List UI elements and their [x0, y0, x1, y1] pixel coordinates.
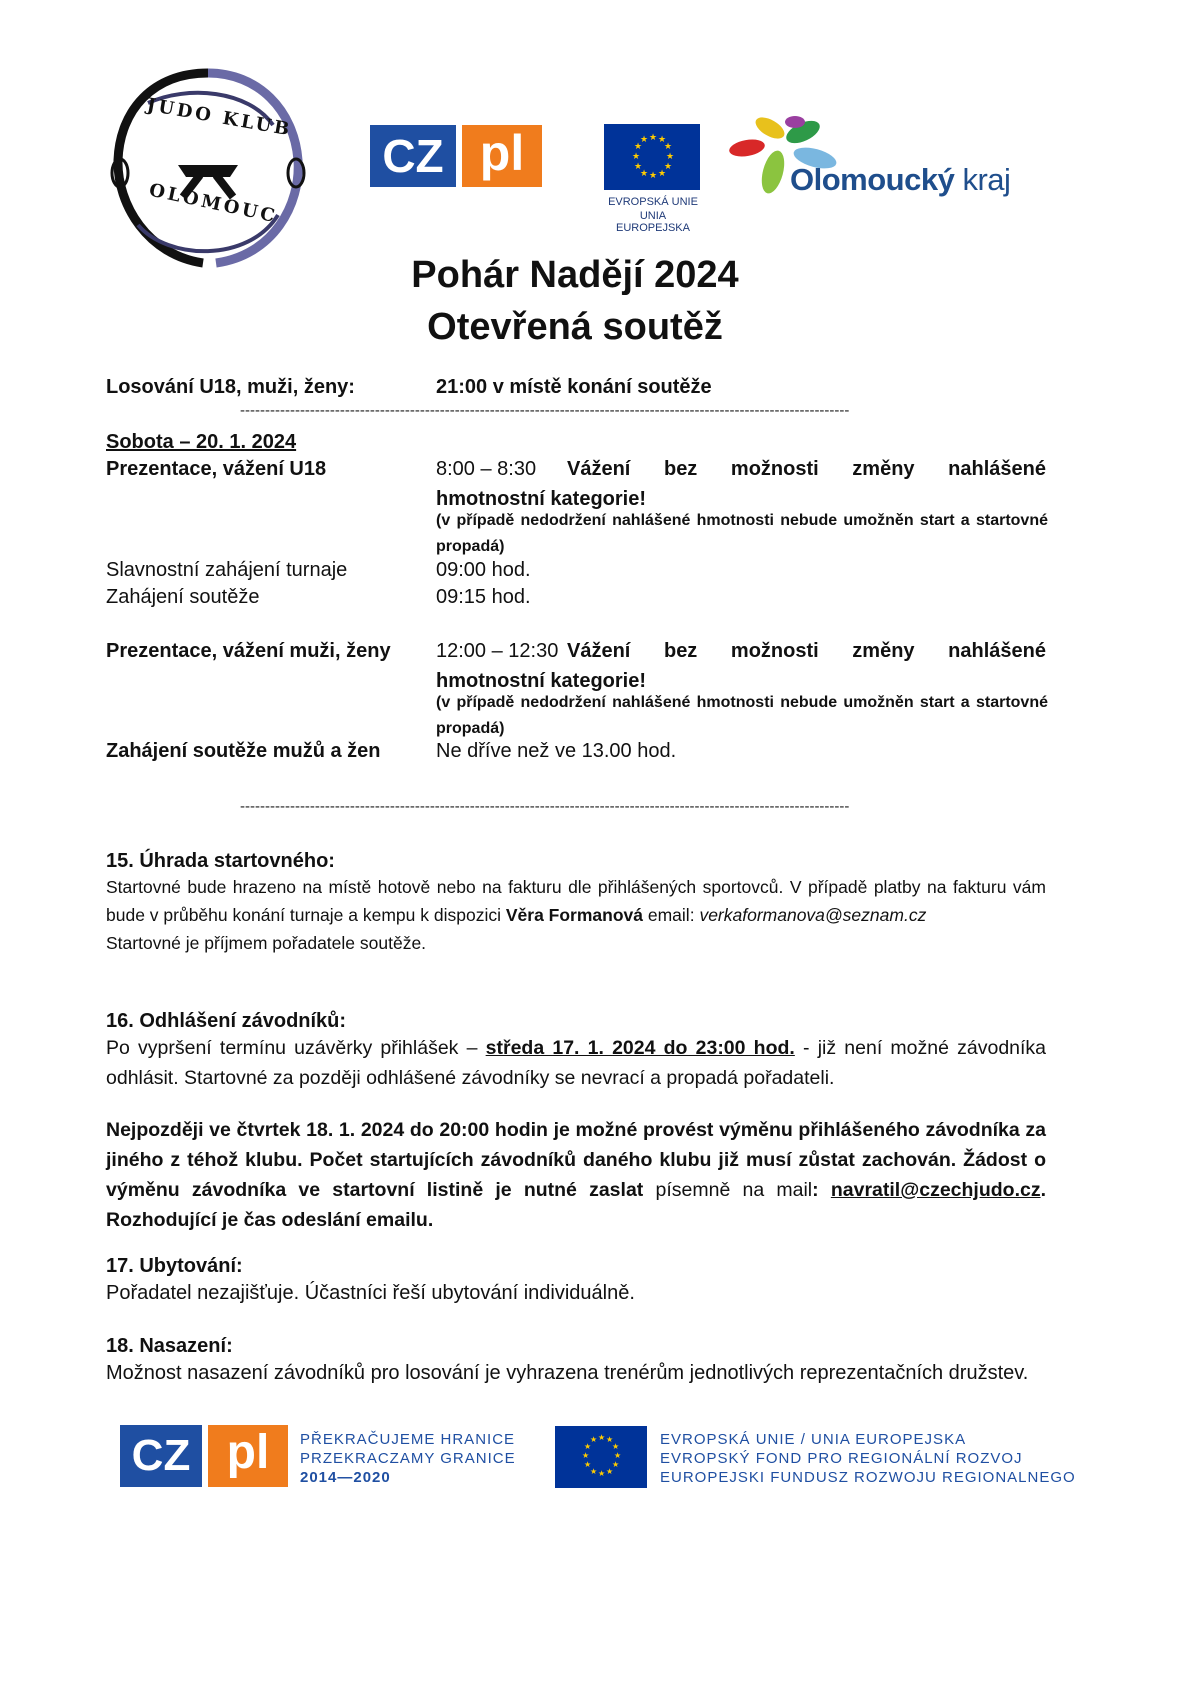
u18-note-small: (v případě nedodržení nahlášené hmotnosti nebude umožněn start a startovné propadá)	[436, 512, 1048, 555]
svg-text:★: ★	[614, 1451, 622, 1460]
draw-label: Losování U18, muži, ženy:	[106, 376, 355, 398]
svg-text:★: ★	[584, 1460, 592, 1469]
footer-czpl-text	[300, 1430, 516, 1487]
section-16-exchange	[106, 1115, 1046, 1235]
exchange-colon: :	[812, 1179, 819, 1201]
contact-email-link[interactable]: verkaformanova@seznam.cz	[699, 905, 927, 925]
footer-czpl-line1: PŘEKRAČUJEME HRANICE	[300, 1431, 516, 1448]
club-logo-bottom-text: OLOMOUC	[147, 179, 280, 228]
kraj-word: kraj	[962, 162, 1011, 197]
u18-label: Prezentace, vážení U18	[106, 458, 327, 480]
svg-text:★: ★	[658, 169, 667, 179]
czpl-logo	[370, 125, 542, 187]
svg-text:★: ★	[640, 135, 649, 145]
svg-text:★: ★	[598, 1469, 606, 1478]
separator-2: --------------------------------------------------------------------------------------------------------------------------	[240, 798, 850, 815]
czpl-logo-pl: pl	[462, 125, 542, 187]
svg-text:★: ★	[634, 162, 643, 172]
eu-caption-pl: UNIA EUROPEJSKA	[616, 210, 690, 234]
svg-text:★: ★	[632, 152, 641, 162]
adult-note-small: (v případě nedodržení nahlášené hmotnosti nebude umožněn start a startovné propadá)	[436, 694, 1048, 737]
club-logo-top-text: JUDO KLUB	[145, 94, 294, 141]
section-15-text-a: Startovné bude hrazeno na místě hotově nebo na fakturu dle přihlášených sportovců. V případě platby na fakturu vám bude v průběhu konání turnaje a kempu k dispozici	[106, 877, 1046, 925]
separator-1: --------------------------------------------------------------------------------------------------------------------------	[240, 402, 850, 419]
adult-note: Vážení bez možnosti změny nahlášené hmotnostní kategorie!	[436, 640, 1046, 692]
svg-text:★: ★	[640, 169, 649, 179]
eu-flag-icon	[604, 124, 700, 190]
section-17-heading: 17. Ubytování:	[106, 1255, 243, 1277]
footer-czpl-cz: CZ	[120, 1425, 202, 1487]
page-title-line2: Otevřená soutěž	[427, 306, 723, 348]
footer-eu-line3: EUROPEJSKI FUNDUSZ ROZWOJU REGIONALNEGO	[660, 1469, 1076, 1486]
svg-text:★: ★	[612, 1442, 620, 1451]
footer-eu-flag	[555, 1426, 647, 1488]
svg-text:★: ★	[584, 1442, 592, 1451]
footer-eu-text	[660, 1430, 1076, 1487]
opening-label: Slavnostní zahájení turnaje	[106, 559, 348, 581]
section-15-text	[106, 873, 1046, 957]
footer-czpl-line2: PRZEKRACZAMY GRANICE	[300, 1450, 516, 1467]
footer-czpl-pl: pl	[208, 1425, 288, 1487]
deregistration-deadline: středa 17. 1. 2024 do 23:00 hod.	[485, 1037, 795, 1059]
u18-note: Vážení bez možnosti změny nahlášené hmotnostní kategorie!	[436, 458, 1046, 510]
contact-name: Věra Formanová	[505, 905, 643, 925]
olomoucky-kraj-logo	[725, 110, 1035, 210]
section-15-heading: 15. Úhrada startovného:	[106, 850, 335, 872]
section-16-text-b: - již není možné závodníka odhlásit. Startovné za později odhlášené závodníky se nevrací a propadá pořadateli.	[106, 1037, 1047, 1089]
olomoucky-name	[790, 162, 1010, 198]
start-label: Zahájení soutěže	[106, 586, 260, 608]
page-title-line1: Pohár Nadějí 2024	[411, 254, 739, 296]
svg-text:★: ★	[664, 162, 673, 172]
czpl-logo-cz: CZ	[370, 125, 456, 187]
svg-text:★: ★	[590, 1467, 598, 1476]
svg-text:★: ★	[649, 171, 658, 181]
svg-text:★: ★	[612, 1460, 620, 1469]
section-15-text-b: Startovné je příjmem pořadatele soutěže.	[106, 933, 427, 953]
footer-czpl-line3: 2014—2020	[300, 1469, 391, 1486]
email-label: email:	[647, 905, 695, 925]
opening-value: 09:00 hod.	[436, 559, 531, 581]
svg-text:★: ★	[606, 1435, 614, 1444]
footer-czpl-logo	[120, 1425, 290, 1487]
adult-start-value: Ne dříve než ve 13.00 hod.	[436, 740, 677, 762]
svg-text:★: ★	[634, 142, 643, 152]
svg-text:★: ★	[590, 1435, 598, 1444]
exchange-mid: písemně na mail	[655, 1179, 813, 1201]
section-18-heading: 18. Nasazení:	[106, 1335, 233, 1357]
eu-flag-logo	[604, 124, 702, 234]
svg-text:★: ★	[658, 135, 667, 145]
section-16-heading: 16. Odhlášení závodníků:	[106, 1010, 347, 1032]
adult-start-label: Zahájení soutěže mužů a žen	[106, 740, 381, 762]
eu-caption-cz: EVROPSKÁ UNIE	[608, 196, 698, 208]
svg-text:★: ★	[582, 1451, 590, 1460]
exchange-text-b: . Rozhodující je čas odeslání emailu.	[106, 1179, 1047, 1231]
section-18-text: Možnost nasazení závodníků pro losování je vyhrazena trenérům jednotlivých reprezentačních družstev.	[106, 1362, 1029, 1384]
svg-text:★: ★	[666, 152, 675, 162]
judo-klub-emblem-icon	[108, 65, 308, 270]
svg-text:★: ★	[598, 1433, 606, 1442]
footer-eu-flag-icon	[555, 1426, 647, 1488]
draw-value: 21:00 v místě konání soutěže	[436, 376, 712, 398]
start-value: 09:15 hod.	[436, 586, 531, 608]
svg-text:★: ★	[606, 1467, 614, 1476]
olomoucky-word: Olomoucký	[790, 162, 955, 197]
footer-eu-line1: EVROPSKÁ UNIE / UNIA EUROPEJSKA	[660, 1431, 967, 1448]
judo-klub-logo	[108, 65, 308, 270]
adult-label: Prezentace, vážení muži, ženy	[106, 640, 391, 662]
section-17-text: Pořadatel nezajišťuje. Účastníci řeší ubytování individuálně.	[106, 1282, 635, 1304]
svg-text:★: ★	[649, 133, 658, 143]
svg-text:★: ★	[664, 142, 673, 152]
u18-time: 8:00 – 8:30	[436, 458, 537, 480]
section-16-text-a: Po vypršení termínu uzávěrky přihlášek –	[106, 1037, 478, 1059]
exchange-email-link[interactable]: navratil@czechjudo.cz	[830, 1179, 1041, 1201]
adult-time: 12:00 – 12:30	[436, 640, 559, 662]
exchange-text-a: Nejpozději ve čtvrtek 18. 1. 2024 do 20:00 hodin je možné provést výměnu přihlášeného závodníka za jiného z téhož klubu. Počet startujících závodníků daného klubu již musí zůstat zachován. Žádost o výměnu závodníka ve startovní listině je nutné zaslat	[106, 1119, 1046, 1201]
section-16-text	[106, 1033, 1046, 1093]
footer-eu-line2: EVROPSKÝ FOND PRO REGIONÁLNÍ ROZVOJ	[660, 1450, 1023, 1467]
saturday-heading: Sobota – 20. 1. 2024	[106, 431, 297, 453]
